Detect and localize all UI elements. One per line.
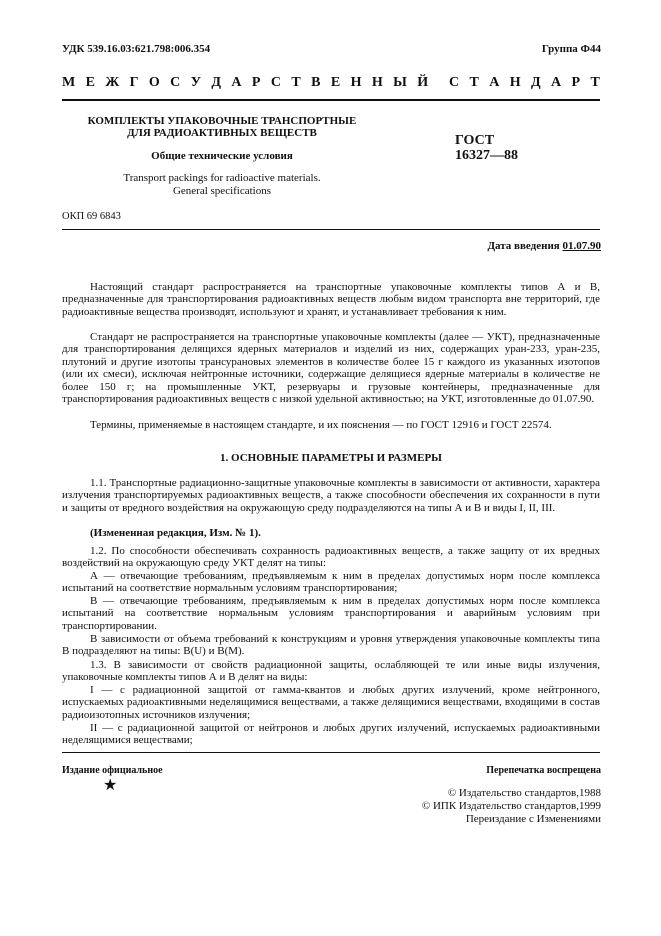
banner-letter: Е — [330, 75, 341, 90]
top-rule — [62, 99, 600, 101]
banner-letter: О — [148, 75, 160, 90]
paragraph-type-a: А — отвечающие требованиям, предъявляемым к ним в пределах допустимых норм после комплекса испытаний на соответствие нормальным условиям транспортирования; — [62, 570, 600, 595]
title-line-2: ДЛЯ РАДИОАКТИВНЫХ ВЕЩЕСТВ — [127, 127, 317, 139]
copyright-line-1: © Издательство стандартов,1988 — [447, 787, 601, 799]
introduction-date — [487, 240, 601, 252]
middle-rule — [62, 229, 600, 230]
introduction-date-value: 01.07.90 — [562, 240, 601, 252]
banner-letter: Р — [571, 75, 581, 90]
english-title-line-1: Transport packings for radioactive materials. — [123, 172, 321, 184]
banner-letter: Т — [590, 75, 600, 90]
english-title — [62, 172, 382, 198]
banner-letter: С — [170, 75, 181, 90]
banner-letter: В — [311, 75, 321, 90]
banner-letter: Д — [211, 75, 221, 90]
udk-code: УДК 539.16.03:621.798:006.354 — [62, 43, 211, 55]
banner-letter: Й — [417, 75, 429, 90]
amendment-note: (Измененная редакция, Изм. № 1). — [90, 527, 261, 539]
banner-letter: Е — [85, 75, 95, 90]
official-edition-label: Издание официальное — [62, 765, 163, 776]
english-title-line-2: General specifications — [172, 185, 272, 197]
banner-letter: Н — [350, 75, 362, 90]
copyright-block — [422, 787, 601, 826]
star-icon: ★ — [103, 777, 118, 794]
banner-letter: Ж — [105, 75, 120, 90]
bottom-rule — [62, 752, 600, 753]
banner-letter: С — [270, 75, 281, 90]
banner-letter: Д — [531, 75, 541, 90]
paragraph-1-3: 1.3. В зависимости от свойств радиационной защиты, ослабляющей те или иные виды излучения, упаковочные комплекты типов А и В делят на виды: — [62, 659, 600, 684]
banner-letter: М — [62, 75, 76, 90]
paragraph-terms: Термины, применяемые в настоящем стандарте, и их пояснения — по ГОСТ 12916 и ГОСТ 22574. — [90, 419, 552, 431]
banner-letter: Ы — [393, 75, 407, 90]
title-line-1: КОМПЛЕКТЫ УПАКОВОЧНЫЕ ТРАНСПОРТНЫЕ — [87, 115, 357, 127]
introduction-date-label: Дата введения — [487, 240, 560, 252]
document-subtitle: Общие технические условия — [151, 150, 293, 162]
interstate-standard-banner — [62, 74, 600, 92]
banner-letter: Р — [251, 75, 261, 90]
copyright-line-2: © ИПК Издательство стандартов,1999 — [421, 800, 601, 812]
paragraph-scope: Настоящий стандарт распространяется на транспортные упаковочные комплекты типов А и В, предназначенные для транспортирования радиоактивных веществ любым видом транспорта вне территорий, где радиоактивные вещества производят, используют и хранят, и устанавливает требования к ним. — [62, 281, 600, 318]
banner-letter: Н — [509, 75, 521, 90]
section-heading-1: 1. ОСНОВНЫЕ ПАРАМЕТРЫ И РАЗМЕРЫ — [220, 452, 442, 464]
document-title — [62, 115, 382, 139]
banner-letter: А — [489, 75, 500, 90]
reissue-note: Переиздание с Изменениями — [465, 813, 601, 825]
paragraph-kind-2: II — с радиационной защитой от нейтронов и любых других излучений, испускаемых радиоактивными неделящимися веществами; — [62, 722, 600, 747]
paragraph-exclusions: Стандарт не распространяется на транспортные упаковочные комплекты (далее — УКТ), предназначенные для транспортирования делящихся ядерных материалов и изделий из них, содержащих уран-233, уран-235, плутоний и другие изотопы трансурановых элементов в количестве более 15 г каждого из указанных изотопов (или их смеси), исключая нейтронные источники, содержащие делящиеся ядерные материалы в количестве не более 150 г; на промышленные УКТ, резервуары и грузовые контейнеры, предназначенные для транспортирования радиоактивных веществ с низкой удельной активностью; на УКТ, изготовленные до 01.07.90. — [62, 331, 600, 406]
paragraph-type-b: В — отвечающие требованиям, предъявляемым к ним в пределах допустимых норм после комплекса испытаний на соответствие нормальным условиям транспортирования и аварийным условиям при транспортировании. — [62, 595, 600, 632]
banner-letter: Т — [469, 75, 479, 90]
group-code: Группа Ф44 — [541, 43, 601, 55]
paragraph-1-1: 1.1. Транспортные радиационно-защитные упаковочные комплекты в зависимости от активности, характера излучения транспортируемых радиоактивных веществ, а также способности обеспечения их сохранности в пути и защиты от вредного воздействия на окружающую среду подразделяются на типы А и В и виды I, II, III. — [62, 477, 600, 514]
banner-letter: Н — [371, 75, 383, 90]
okp-code: ОКП 69 6843 — [62, 211, 121, 222]
gost-code: 16327—88 — [455, 148, 518, 163]
paragraph-1-2: 1.2. По способности обеспечивать сохранность радиоактивных веществ, а также защиту от их вредных воздействий на окружающую среду УКТ делят на типы: — [62, 545, 600, 570]
banner-letter: А — [231, 75, 242, 90]
banner-letter: Г — [129, 75, 139, 90]
paragraph-type-b-subtypes: В зависимости от объема требований к конструкциям и уровня утверждения упаковочные комплекты типа В подразделяют на типы: В(U) и В(М). — [62, 633, 600, 658]
banner-letter: У — [190, 75, 201, 90]
banner-letter: А — [551, 75, 562, 90]
paragraph-kind-1: I — с радиационной защитой от гамма-квантов и любых других излучений, кроме нейтронного, испускаемых радиоактивными неделящимися веществами, а также делящимися веществами, входящими в состав радиоизотопных источников излучения; — [62, 684, 600, 721]
reprint-prohibited-label: Перепечатка воспрещена — [486, 765, 601, 776]
gost-label: ГОСТ — [455, 133, 495, 148]
banner-letter: С — [448, 75, 460, 90]
gost-number — [455, 133, 518, 163]
banner-letter: Т — [291, 75, 301, 90]
